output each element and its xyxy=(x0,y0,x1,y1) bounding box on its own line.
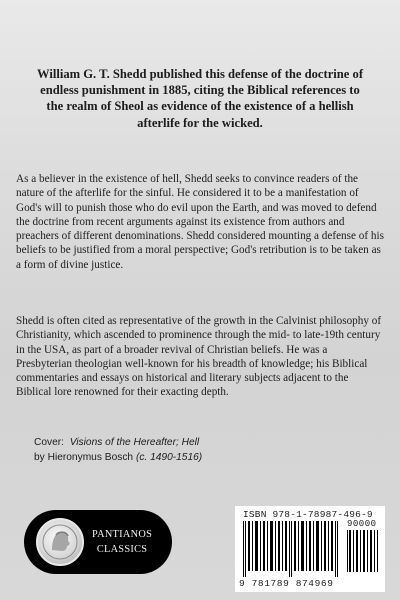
publisher-logo xyxy=(24,510,172,574)
barcode-panel xyxy=(235,506,385,592)
barcode-digits: 9 781789 874969 xyxy=(239,578,334,589)
medallion-icon xyxy=(36,518,84,566)
body-paragraph-2: Shedd is often cited as representative of the growth in the Calvinist philosophy of Christianity, which ascended to prominence through the mid- to late-19th century in the USA, as part of a broader revival of Christian beliefs. He was a Presbyterian theologian well-known for his breadth of knowledge; his Biblical commentaries and essays on historical and literary subjects adjacent to the Biblical lore renowned for their exacting depth. xyxy=(16,315,382,399)
publisher-name xyxy=(92,527,152,557)
publisher-name-line1: PANTIANOS xyxy=(92,529,153,540)
body-paragraph-1: As a believer in the existence of hell, Shedd seeks to convince readers of the nature of the afterlife for the sinful. He considered it to be a manifestation of God's will to punish those who do evil upon the Earth, and was moved to defend the doctrine from recent arguments against its existence from authors and preachers of different denominations. Shedd considered mounting a defense of his beliefs to be justified from a moral perspective; God's retribution is to be taken as a form of divine justice. xyxy=(16,173,384,271)
isbn-label: ISBN 978-1-78987-496-9 xyxy=(243,509,373,520)
cover-label: Cover: xyxy=(34,437,65,448)
addon-barcode xyxy=(347,530,379,572)
price-code: 90000 xyxy=(347,519,377,529)
cover-artwork-title: Visions of the Hereafter; Hell xyxy=(69,437,200,448)
cover-dates: (c. 1490-1516) xyxy=(135,451,203,463)
ean-barcode xyxy=(243,521,343,577)
lead-paragraph: William G. T. Shedd published this defense of the doctrine of endless punishment in 1885, citing the Biblical references to the realm of Sheol as evidence of the existence of a hellish afterlife for the wicked. xyxy=(36,67,364,130)
cover-artist: by Hieronymus Bosch xyxy=(34,451,134,463)
cover-credit xyxy=(34,436,334,465)
publisher-name-line2: CLASSICS xyxy=(96,544,148,555)
